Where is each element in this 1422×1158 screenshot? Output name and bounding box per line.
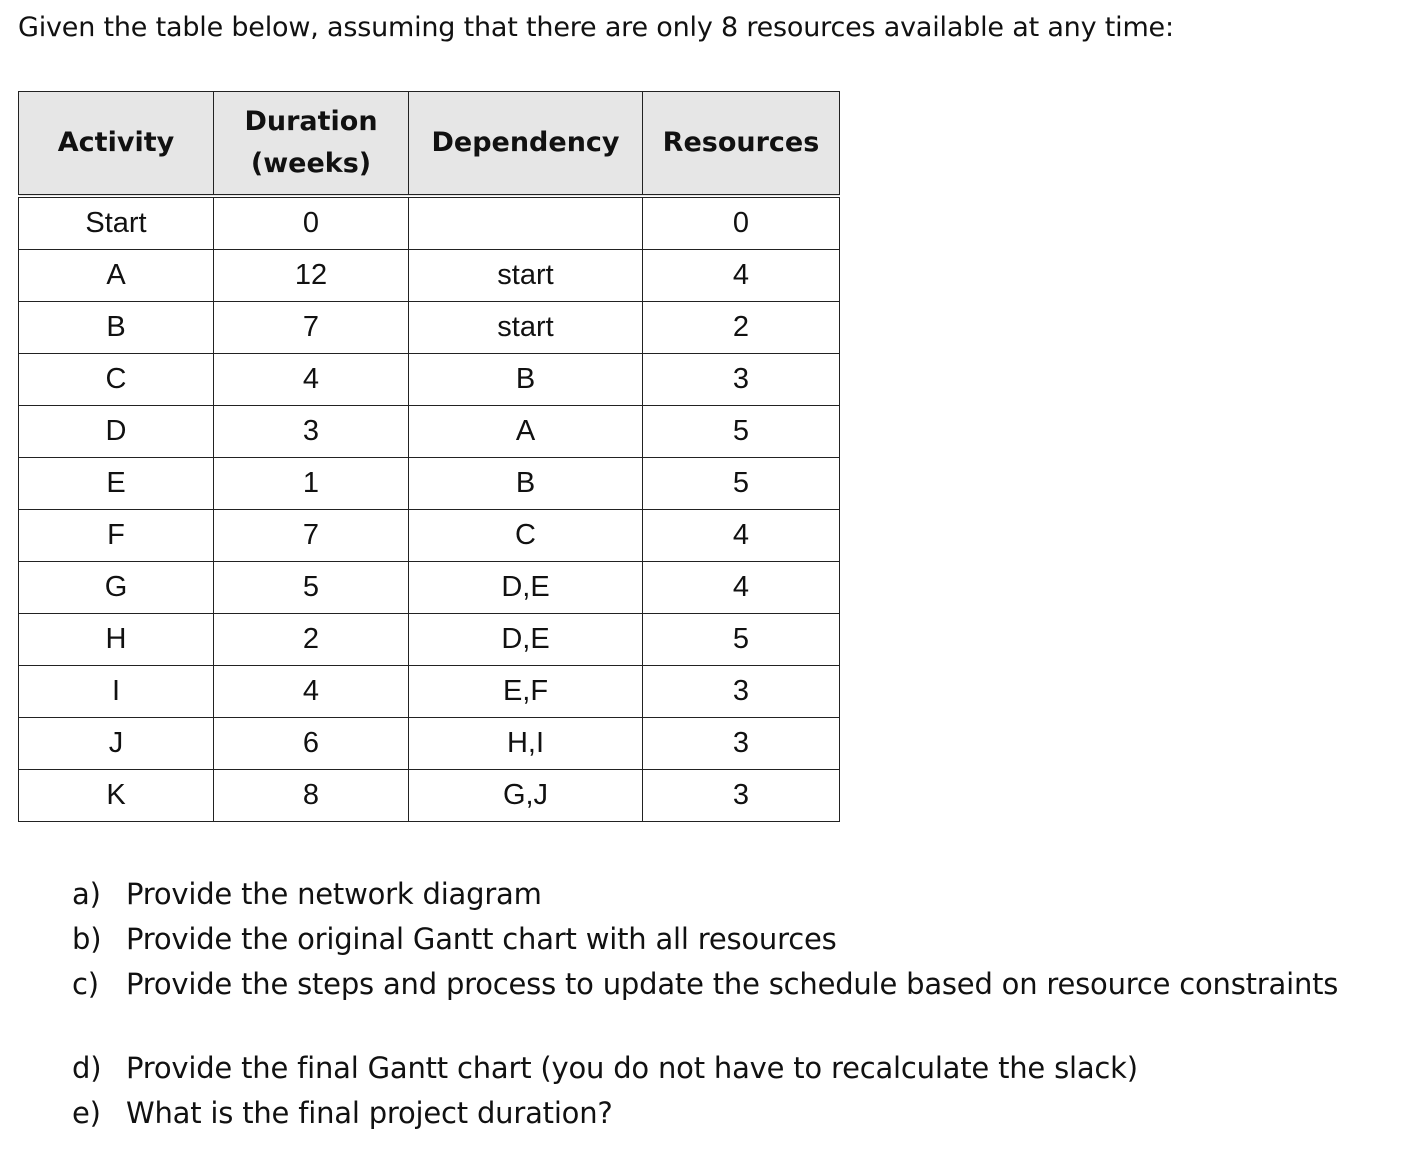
cell-resources: 3 (643, 354, 840, 406)
header-duration (214, 92, 409, 197)
table-header-row (19, 92, 840, 197)
activity-table (18, 91, 840, 822)
question-text: Provide the original Gantt chart with all resources (126, 922, 837, 956)
cell-duration: 12 (214, 250, 409, 302)
question-item (72, 962, 1338, 1007)
cell-duration: 5 (214, 562, 409, 614)
cell-dependency: B (409, 354, 643, 406)
question-list (72, 872, 1338, 1136)
header-resources: Resources (643, 92, 840, 197)
cell-duration: 0 (214, 196, 409, 250)
cell-dependency: A (409, 406, 643, 458)
table-row (19, 718, 840, 770)
header-activity: Activity (19, 92, 214, 197)
table-row (19, 302, 840, 354)
cell-resources: 3 (643, 718, 840, 770)
question-letter: b) (72, 922, 102, 956)
question-text: Provide the network diagram (126, 877, 542, 911)
cell-duration: 1 (214, 458, 409, 510)
table-row (19, 510, 840, 562)
cell-activity: F (19, 510, 214, 562)
cell-dependency: D,E (409, 562, 643, 614)
cell-dependency: E,F (409, 666, 643, 718)
question-item (72, 872, 1338, 917)
cell-activity: A (19, 250, 214, 302)
cell-dependency: B (409, 458, 643, 510)
question-letter: d) (72, 1051, 102, 1085)
question-letter: c) (72, 967, 99, 1001)
cell-dependency: start (409, 250, 643, 302)
table-row (19, 614, 840, 666)
cell-resources: 3 (643, 666, 840, 718)
table-row (19, 354, 840, 406)
question-item (72, 1046, 1338, 1091)
question-item (72, 917, 1338, 962)
header-duration-line2: (weeks) (250, 148, 372, 179)
table-row (19, 196, 840, 250)
cell-dependency: H,I (409, 718, 643, 770)
question-item (72, 1091, 1338, 1136)
cell-dependency: C (409, 510, 643, 562)
table-row (19, 406, 840, 458)
table-row (19, 458, 840, 510)
cell-activity: J (19, 718, 214, 770)
cell-duration: 8 (214, 770, 409, 822)
cell-duration: 2 (214, 614, 409, 666)
table-row (19, 666, 840, 718)
table-row (19, 770, 840, 822)
cell-resources: 5 (643, 458, 840, 510)
cell-resources: 4 (643, 510, 840, 562)
cell-activity: E (19, 458, 214, 510)
cell-duration: 7 (214, 510, 409, 562)
question-text: What is the final project duration? (126, 1096, 613, 1130)
table-row (19, 562, 840, 614)
cell-duration: 3 (214, 406, 409, 458)
cell-resources: 5 (643, 406, 840, 458)
cell-duration: 7 (214, 302, 409, 354)
header-dependency: Dependency (409, 92, 643, 197)
cell-resources: 0 (643, 196, 840, 250)
cell-resources: 4 (643, 250, 840, 302)
cell-dependency (409, 196, 643, 250)
cell-activity: Start (19, 196, 214, 250)
cell-activity: I (19, 666, 214, 718)
cell-dependency: start (409, 302, 643, 354)
cell-activity: K (19, 770, 214, 822)
cell-resources: 5 (643, 614, 840, 666)
cell-duration: 4 (214, 354, 409, 406)
intro-text: Given the table below, assuming that there are only 8 resources available at any time: (18, 12, 1174, 43)
cell-activity: C (19, 354, 214, 406)
cell-dependency: D,E (409, 614, 643, 666)
cell-resources: 2 (643, 302, 840, 354)
table-row (19, 250, 840, 302)
question-text: Provide the steps and process to update the schedule based on resource constraints (126, 967, 1339, 1001)
cell-dependency: G,J (409, 770, 643, 822)
question-text: Provide the final Gantt chart (you do not have to recalculate the slack) (126, 1051, 1138, 1085)
cell-resources: 3 (643, 770, 840, 822)
table-body (19, 196, 840, 822)
cell-resources: 4 (643, 562, 840, 614)
cell-activity: G (19, 562, 214, 614)
cell-duration: 6 (214, 718, 409, 770)
question-letter: e) (72, 1096, 101, 1130)
cell-activity: H (19, 614, 214, 666)
cell-activity: B (19, 302, 214, 354)
cell-duration: 4 (214, 666, 409, 718)
header-duration-line1: Duration (244, 106, 378, 137)
question-letter: a) (72, 877, 101, 911)
cell-activity: D (19, 406, 214, 458)
